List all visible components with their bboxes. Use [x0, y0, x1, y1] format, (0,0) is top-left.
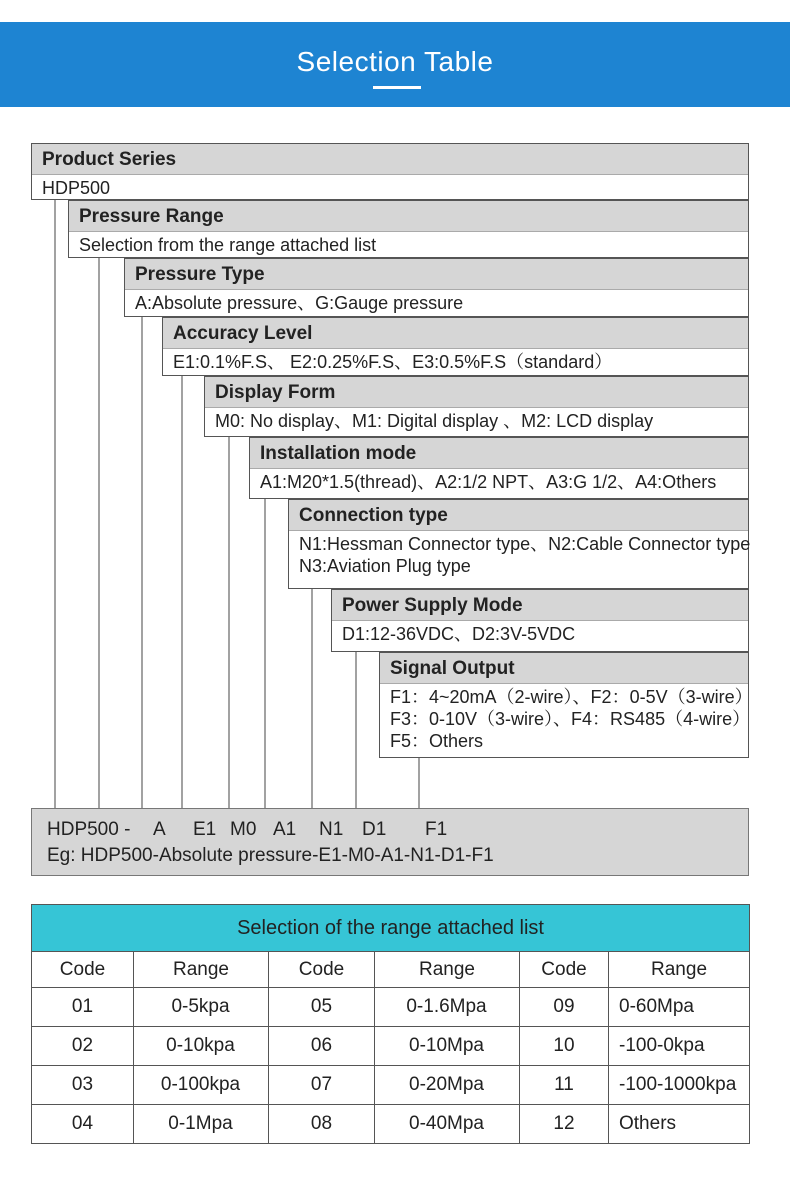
- section-title: Pressure Type: [125, 259, 748, 290]
- range-cell: -100-1000kpa: [609, 1066, 750, 1105]
- section-title: Signal Output: [380, 653, 748, 684]
- section-line: F1：4~20mA（2-wire）、F2：0-5V（3-wire）: [390, 687, 753, 707]
- section-line: A:Absolute pressure、G:Gauge pressure: [135, 293, 464, 313]
- section-pressure-range: [68, 200, 749, 258]
- section-line: N1:Hessman Connector type、N2:Cable Connector type: [299, 534, 751, 554]
- header-cell: Range: [134, 952, 269, 988]
- code-cell: 04: [32, 1105, 134, 1144]
- section-title: Installation mode: [250, 438, 748, 469]
- page-title: Selection Table: [296, 46, 494, 77]
- table-row: [32, 1027, 750, 1066]
- code-cell: 06: [269, 1027, 375, 1066]
- section-pressure-type: [124, 258, 749, 317]
- model-code-line: [47, 817, 748, 843]
- range-cell: Others: [609, 1105, 750, 1144]
- section-line: HDP500: [42, 178, 111, 198]
- code-part-connection: N1: [319, 819, 344, 840]
- section-line: D1:12-36VDC、D2:3V-5VDC: [342, 624, 576, 644]
- section-accuracy-level: [162, 317, 749, 376]
- section-title: Accuracy Level: [163, 318, 748, 349]
- section-line: A1:M20*1.5(thread)、A2:1/2 NPT、A3:G 1/2、A4:Others: [260, 472, 717, 492]
- range-cell: 0-10Mpa: [375, 1027, 520, 1066]
- header-cell: Range: [375, 952, 520, 988]
- section-product-series: [31, 143, 749, 200]
- code-part-installation: A1: [273, 819, 297, 840]
- header-cell: Code: [269, 952, 375, 988]
- section-title: Product Series: [32, 144, 748, 175]
- range-cell: 0-100kpa: [134, 1066, 269, 1105]
- model-code-box: [31, 808, 749, 876]
- code-part-series: HDP500 -: [47, 819, 131, 840]
- section-title: Power Supply Mode: [332, 590, 748, 621]
- range-table: [31, 904, 750, 1144]
- section-line: M0: No display、M1: Digital display 、M2: LCD display: [215, 411, 654, 431]
- section-line: F5：Others: [390, 731, 484, 751]
- table-row: [32, 988, 750, 1027]
- code-part-type: A: [153, 819, 166, 840]
- code-cell: 11: [520, 1066, 609, 1105]
- table-row: [32, 1066, 750, 1105]
- code-cell: 10: [520, 1027, 609, 1066]
- range-cell: 0-1Mpa: [134, 1105, 269, 1144]
- code-part-display: M0: [230, 819, 257, 840]
- section-title: Connection type: [289, 500, 748, 531]
- section-title: Pressure Range: [69, 201, 748, 232]
- table-row: [32, 1105, 750, 1144]
- range-cell: 0-10kpa: [134, 1027, 269, 1066]
- range-table-header: [32, 952, 750, 988]
- code-part-signal: F1: [425, 819, 448, 840]
- range-cell: -100-0kpa: [609, 1027, 750, 1066]
- header-cell: Code: [32, 952, 134, 988]
- section-display-form: [204, 376, 749, 437]
- section-signal-output: [379, 652, 753, 758]
- range-table-caption: Selection of the range attached list: [32, 905, 750, 952]
- range-cell: 0-60Mpa: [609, 988, 750, 1027]
- section-title: Display Form: [205, 377, 748, 408]
- code-cell: 02: [32, 1027, 134, 1066]
- range-cell: 0-40Mpa: [375, 1105, 520, 1144]
- section-line: E1:0.1%F.S、 E2:0.25%F.S、E3:0.5%F.S（standard）: [173, 352, 613, 372]
- code-part-power: D1: [362, 819, 387, 840]
- model-code-example: Eg: HDP500-Absolute pressure-E1-M0-A1-N1-D1-F1: [47, 845, 494, 866]
- section-power-supply: [331, 589, 749, 652]
- range-cell: 0-1.6Mpa: [375, 988, 520, 1027]
- code-cell: 07: [269, 1066, 375, 1105]
- header-cell: Code: [520, 952, 609, 988]
- header-cell: Range: [609, 952, 750, 988]
- section-line: N3:Aviation Plug type: [299, 556, 471, 576]
- code-cell: 01: [32, 988, 134, 1027]
- code-part-accuracy: E1: [193, 819, 217, 840]
- range-cell: 0-5kpa: [134, 988, 269, 1027]
- code-cell: 12: [520, 1105, 609, 1144]
- code-cell: 05: [269, 988, 375, 1027]
- section-installation-mode: [249, 437, 749, 499]
- code-cell: 09: [520, 988, 609, 1027]
- code-cell: 08: [269, 1105, 375, 1144]
- section-line: F3：0-10V（3-wire）、F4：RS485（4-wire）: [390, 709, 751, 729]
- section-connection-type: [288, 499, 749, 589]
- section-line: Selection from the range attached list: [79, 235, 377, 255]
- code-cell: 03: [32, 1066, 134, 1105]
- range-cell: 0-20Mpa: [375, 1066, 520, 1105]
